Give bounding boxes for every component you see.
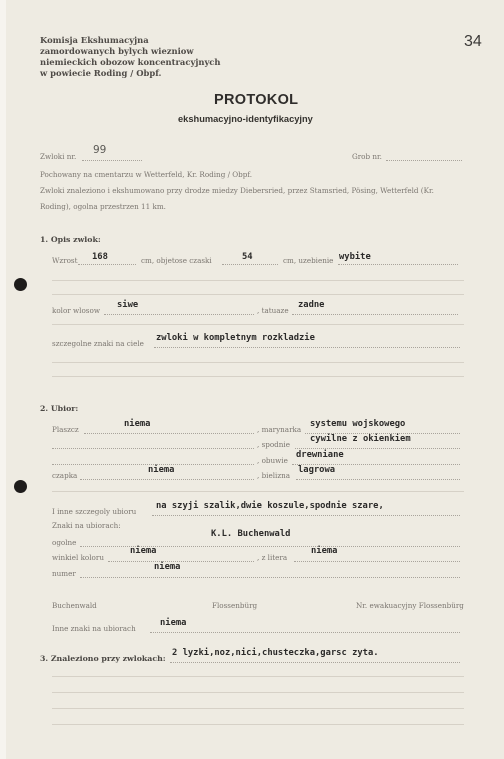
org-line-1: Komisja Ekshumacyjna: [40, 35, 149, 45]
ewak-label: Nr. ewakuacyjny Flossenbürg: [356, 601, 464, 610]
org-line-3: niemieckich obozow koncentracyjnych: [40, 57, 221, 67]
litera-line: [294, 561, 460, 562]
bielizna-value: lagrowa: [298, 465, 336, 475]
obuwie-label: , obuwie: [257, 456, 288, 465]
tatuaze-label: , tatuaze: [257, 306, 289, 315]
plaszcz-label: Plaszcz: [52, 425, 79, 434]
plaszcz-line: [84, 433, 254, 434]
blank-rule: [52, 724, 464, 725]
buchenwald-label: Buchenwald: [52, 601, 97, 610]
inne-value: na szyji szalik,dwie koszule,spodnie szare,: [156, 501, 384, 511]
znaki-value: zwloki w kompletnym rozkladzie: [156, 333, 315, 343]
kolor-line: [104, 314, 254, 315]
blank-rule: [52, 280, 464, 281]
inne-znaki-line: [150, 632, 460, 633]
znaki-ubior-label: Znaki na ubiorach:: [52, 521, 121, 530]
spodnie-line: [295, 448, 460, 449]
paper-edge: [0, 0, 6, 759]
wzrost-label: Wzrost: [52, 256, 78, 265]
numer-value: niema: [154, 562, 181, 572]
czapka-value: niema: [148, 465, 175, 475]
blank-rule: [52, 692, 464, 693]
document-title: PROTOKOL: [214, 92, 299, 108]
inne-label: I inne szczegoly ubioru: [52, 507, 137, 516]
tatuaze-line: [292, 314, 458, 315]
czapka-label: czapka: [52, 471, 78, 480]
winkiel-label: winkiel koloru: [52, 553, 104, 562]
tatuaze-value: zadne: [298, 300, 325, 310]
blank-rule: [52, 362, 464, 363]
litera-label: , z litera: [257, 553, 288, 562]
grob-line: [386, 160, 462, 161]
section-3-line: [170, 662, 460, 663]
czapka-line: [80, 479, 254, 480]
marynarka-value: systemu wojskowego: [310, 419, 406, 429]
blank-rule: [52, 376, 464, 377]
blank-rule: [52, 324, 464, 325]
zwloki-value: 99: [93, 144, 107, 156]
numer-line: [80, 577, 460, 578]
litera-value: niema: [311, 546, 338, 556]
bielizna-label: , bielizna: [257, 471, 291, 480]
objetosc-value: 54: [242, 252, 253, 262]
section-2-heading: 2. Ubior:: [40, 404, 79, 413]
blank-line: [52, 448, 254, 449]
inne-znaki-value: niema: [160, 618, 187, 628]
ogolne-label: ogolne: [52, 538, 77, 547]
znaki-line: [154, 347, 460, 348]
obuwie-value: drewniane: [296, 450, 344, 460]
kolor-label: kolor wlosow: [52, 306, 100, 315]
inne-line: [152, 515, 460, 516]
wzrost-line: [78, 264, 136, 265]
znaki-label: szczegolne znaki na ciele: [52, 339, 144, 348]
marynarka-label: , marynarka: [257, 425, 302, 434]
flossenburg-label: Flossenbürg: [212, 601, 258, 610]
spodnie-value: cywilne z okienkiem: [310, 434, 411, 444]
section-3-value: 2 lyzki,noz,nici,chusteczka,garsc zyta.: [172, 648, 379, 658]
intro-line-2: Zwloki znaleziono i ekshumowano przy drodze miedzy Diebersried, przez Stamsried, Pösing, Wetterfeld (Kr.: [40, 186, 434, 195]
blank-rule: [52, 294, 464, 295]
section-3-heading: 3. Znaleziono przy zwlokach:: [40, 654, 166, 663]
section-1-heading: 1. Opis zwlok:: [40, 235, 101, 244]
blank-rule: [52, 676, 464, 677]
zwloki-line: [82, 160, 142, 161]
blank-rule: [52, 708, 464, 709]
winkiel-line: [108, 561, 254, 562]
page-number: 34: [464, 33, 482, 50]
uzebienie-line: [338, 264, 458, 265]
org-line-2: zamordowanych bylych wiezniow: [40, 46, 194, 56]
uzebienie-value: wybite: [339, 252, 371, 262]
kolor-value: siwe: [117, 300, 139, 310]
document-subtitle: ekshumacyjno-identyfikacyjny: [178, 114, 313, 124]
spodnie-label: , spodnie: [257, 440, 290, 449]
punch-hole-bottom: [14, 480, 27, 493]
inne-znaki-label: Inne znaki na ubiorach: [52, 624, 136, 633]
intro-line-3: Roding), ogolna przestrzen 11 km.: [40, 202, 166, 211]
numer-label: numer: [52, 569, 76, 578]
zwloki-label: Zwloki nr.: [40, 152, 77, 161]
grob-label: Grob nr.: [352, 152, 382, 161]
uzebienie-label: cm, uzebienie: [283, 256, 334, 265]
intro-line-1: Pochowany na cmentarzu w Wetterfeld, Kr. Roding / Obpf.: [40, 170, 253, 179]
plaszcz-value: niema: [124, 419, 151, 429]
objetosc-line: [222, 264, 278, 265]
ogolne-value: K.L. Buchenwald: [211, 529, 291, 539]
bielizna-line: [296, 479, 460, 480]
objetosc-label: cm, objetose czaski: [141, 256, 212, 265]
blank-rule: [52, 491, 464, 492]
org-line-4: w powiecie Roding / Obpf.: [40, 68, 162, 78]
wzrost-value: 168: [92, 252, 108, 262]
winkiel-value: niema: [130, 546, 157, 556]
punch-hole-top: [14, 278, 27, 291]
